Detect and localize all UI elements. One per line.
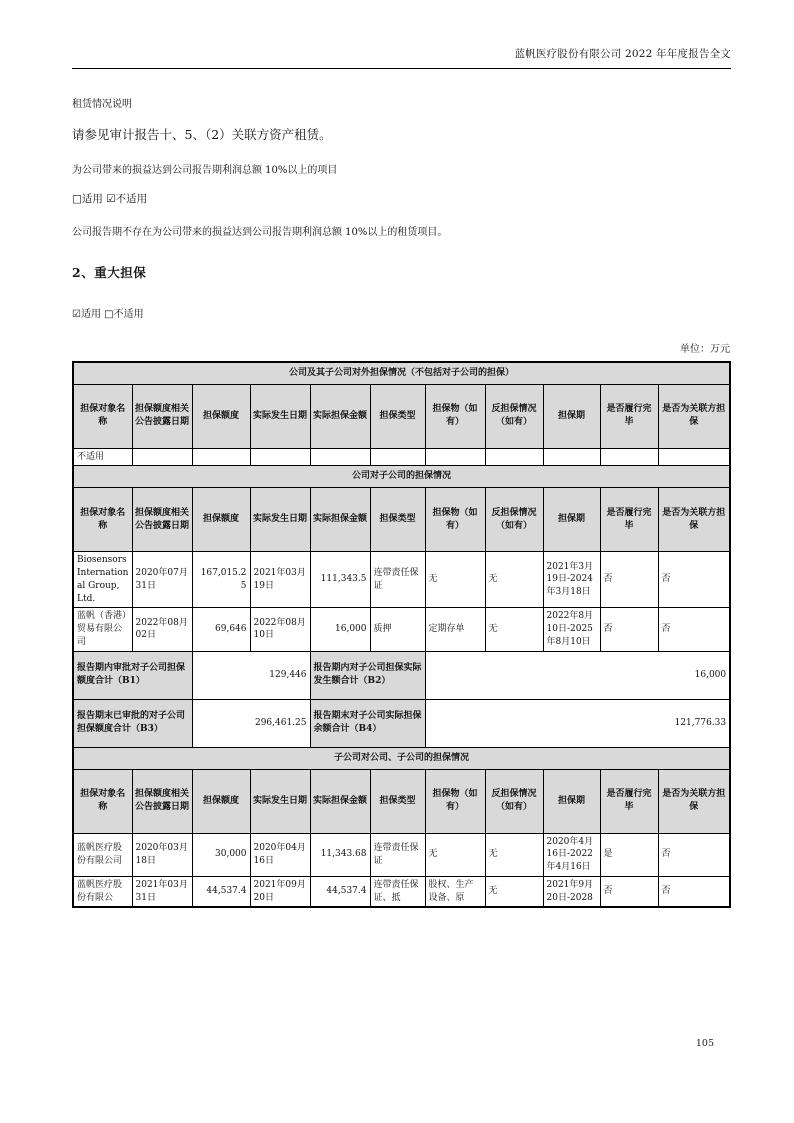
section3-title: 子公司对公司、子公司的担保情况 — [73, 747, 730, 769]
section3-header-row — [73, 769, 730, 833]
cell: 否 — [658, 876, 730, 907]
summary-label: 报告期内对子公司担保实际发生额合计（B2） — [310, 651, 425, 699]
col-header: 担保物（如有） — [425, 384, 485, 448]
cell: 2022年08月10日 — [250, 608, 310, 651]
col-header: 实际发生日期 — [250, 769, 310, 833]
cell: 无 — [425, 833, 485, 876]
cell: 2022年08月02日 — [132, 608, 192, 651]
summary-row — [73, 699, 730, 747]
col-header: 担保额度相关公告披露日期 — [132, 769, 192, 833]
section1-data-row — [73, 448, 730, 466]
table-row — [73, 833, 730, 876]
col-header: 是否履行完毕 — [600, 384, 658, 448]
cell: 2020年07月31日 — [132, 552, 192, 608]
cell: 2021年3月19日-2024年3月18日 — [543, 552, 600, 608]
cell: 连带责任保证 — [370, 552, 425, 608]
cell: 2021年03月19日 — [250, 552, 310, 608]
page-content — [0, 95, 794, 908]
cell: 无 — [485, 876, 543, 907]
col-header: 反担保情况（如有） — [485, 384, 543, 448]
table-row — [73, 552, 730, 608]
cell: 167,015.25 — [192, 552, 250, 608]
cell: 否 — [658, 552, 730, 608]
cell: 股权、生产设备、原 — [425, 876, 485, 907]
profit-applicable-toggle: □适用 ☑不适用 — [72, 193, 148, 205]
cell: 连带责任保证、抵 — [370, 876, 425, 907]
page-number: 105 — [695, 1038, 714, 1049]
col-header: 担保额度相关公告披露日期 — [132, 488, 192, 552]
cell: 111,343.5 — [310, 552, 370, 608]
table-row — [73, 876, 730, 907]
section-heading: 2、重大担保 — [72, 265, 147, 280]
col-header: 担保期 — [543, 488, 600, 552]
cell: 否 — [658, 833, 730, 876]
cell: 连带责任保证 — [370, 833, 425, 876]
cell: 是 — [600, 833, 658, 876]
cell: 无 — [485, 552, 543, 608]
col-header: 是否履行完毕 — [600, 769, 658, 833]
col-header: 担保对象名称 — [73, 769, 132, 833]
section1-title-row — [73, 362, 730, 384]
col-header: 担保额度 — [192, 769, 250, 833]
cell: 无 — [485, 833, 543, 876]
section2-title: 公司对子公司的担保情况 — [73, 466, 730, 488]
col-header: 是否履行完毕 — [600, 488, 658, 552]
section3-title-row — [73, 747, 730, 769]
cell: 定期存单 — [425, 608, 485, 651]
cell: 否 — [600, 608, 658, 651]
cell: 否 — [600, 876, 658, 907]
cell — [132, 448, 192, 466]
cell: Biosensors International Group, Ltd. — [73, 552, 132, 608]
cell: 2020年4月16日-2022年4月16日 — [543, 833, 600, 876]
col-header: 担保额度 — [192, 384, 250, 448]
col-header: 实际发生日期 — [250, 488, 310, 552]
summary-value: 129,446 — [192, 651, 310, 699]
cell: 2021年9月20日-2028 — [543, 876, 600, 907]
report-title: 蓝帆医疗股份有限公司 2022 年年度报告全文 — [514, 48, 731, 60]
cell: 否 — [600, 552, 658, 608]
col-header: 实际担保金额 — [310, 488, 370, 552]
cell: 30,000 — [192, 833, 250, 876]
header-rule — [72, 68, 731, 69]
cell — [600, 448, 658, 466]
col-header: 实际担保金额 — [310, 384, 370, 448]
col-header: 担保类型 — [370, 769, 425, 833]
section2-title-row — [73, 466, 730, 488]
summary-row — [73, 651, 730, 699]
profit-note: 公司报告期不存在为公司带来的损益达到公司报告期利润总额 10%以上的租赁项目。 — [72, 227, 448, 238]
lease-ref-text: 请参见审计报告十、5、（2）关联方资产租赁。 — [72, 127, 332, 142]
profit-threshold-text: 为公司带来的损益达到公司报告期利润总额 10%以上的项目 — [72, 165, 338, 176]
section1-title: 公司及其子公司对外担保情况（不包括对子公司的担保） — [73, 362, 730, 384]
col-header: 实际发生日期 — [250, 384, 310, 448]
cell: 69,646 — [192, 608, 250, 651]
summary-label: 报告期内审批对子公司担保额度合计（B1） — [73, 651, 192, 699]
col-header: 担保物（如有） — [425, 488, 485, 552]
cell: 质押 — [370, 608, 425, 651]
cell: 不适用 — [73, 448, 132, 466]
cell — [250, 448, 310, 466]
cell: 16,000 — [310, 608, 370, 651]
cell: 蓝帆医疗股份有限公司 — [73, 833, 132, 876]
cell: 无 — [485, 608, 543, 651]
col-header: 是否为关联方担保 — [658, 769, 730, 833]
cell: 44,537.4 — [192, 876, 250, 907]
cell: 无 — [425, 552, 485, 608]
col-header: 是否为关联方担保 — [658, 488, 730, 552]
col-header: 实际担保金额 — [310, 769, 370, 833]
cell — [425, 448, 485, 466]
table-row — [73, 608, 730, 651]
cell: 蓝帆医疗股份有限公 — [73, 876, 132, 907]
col-header: 担保对象名称 — [73, 384, 132, 448]
cell — [485, 448, 543, 466]
col-header: 担保期 — [543, 384, 600, 448]
cell — [370, 448, 425, 466]
cell — [543, 448, 600, 466]
cell — [310, 448, 370, 466]
cell: 蓝帆（香港）贸易有限公司 — [73, 608, 132, 651]
summary-label: 报告期末对子公司实际担保余额合计（B4） — [310, 699, 425, 747]
cell: 11,343.68 — [310, 833, 370, 876]
col-header: 担保对象名称 — [73, 488, 132, 552]
summary-value: 121,776.33 — [425, 699, 730, 747]
cell: 否 — [658, 608, 730, 651]
summary-value: 296,461.25 — [192, 699, 310, 747]
col-header: 担保类型 — [370, 488, 425, 552]
section2-header-row — [73, 488, 730, 552]
col-header: 是否为关联方担保 — [658, 384, 730, 448]
summary-value: 16,000 — [425, 651, 730, 699]
col-header: 担保额度 — [192, 488, 250, 552]
cell: 2022年8月10日-2025年8月10日 — [543, 608, 600, 651]
col-header: 担保物（如有） — [425, 769, 485, 833]
cell — [192, 448, 250, 466]
col-header: 担保额度相关公告披露日期 — [132, 384, 192, 448]
cell: 2021年03月31日 — [132, 876, 192, 907]
col-header: 担保类型 — [370, 384, 425, 448]
unit-label: 单位：万元 — [680, 344, 730, 355]
section1-header-row — [73, 384, 730, 448]
guarantee-table — [72, 361, 731, 908]
cell: 2020年04月16日 — [250, 833, 310, 876]
cell: 2020年03月18日 — [132, 833, 192, 876]
section-applicable-toggle: ☑适用 □不适用 — [72, 309, 144, 320]
col-header: 担保期 — [543, 769, 600, 833]
cell — [658, 448, 730, 466]
lease-note-label: 租赁情况说明 — [72, 99, 132, 110]
summary-label: 报告期末已审批的对子公司担保额度合计（B3） — [73, 699, 192, 747]
page-header — [0, 0, 794, 69]
cell: 44,537.4 — [310, 876, 370, 907]
col-header: 反担保情况（如有） — [485, 769, 543, 833]
cell: 2021年09月20日 — [250, 876, 310, 907]
col-header: 反担保情况（如有） — [485, 488, 543, 552]
